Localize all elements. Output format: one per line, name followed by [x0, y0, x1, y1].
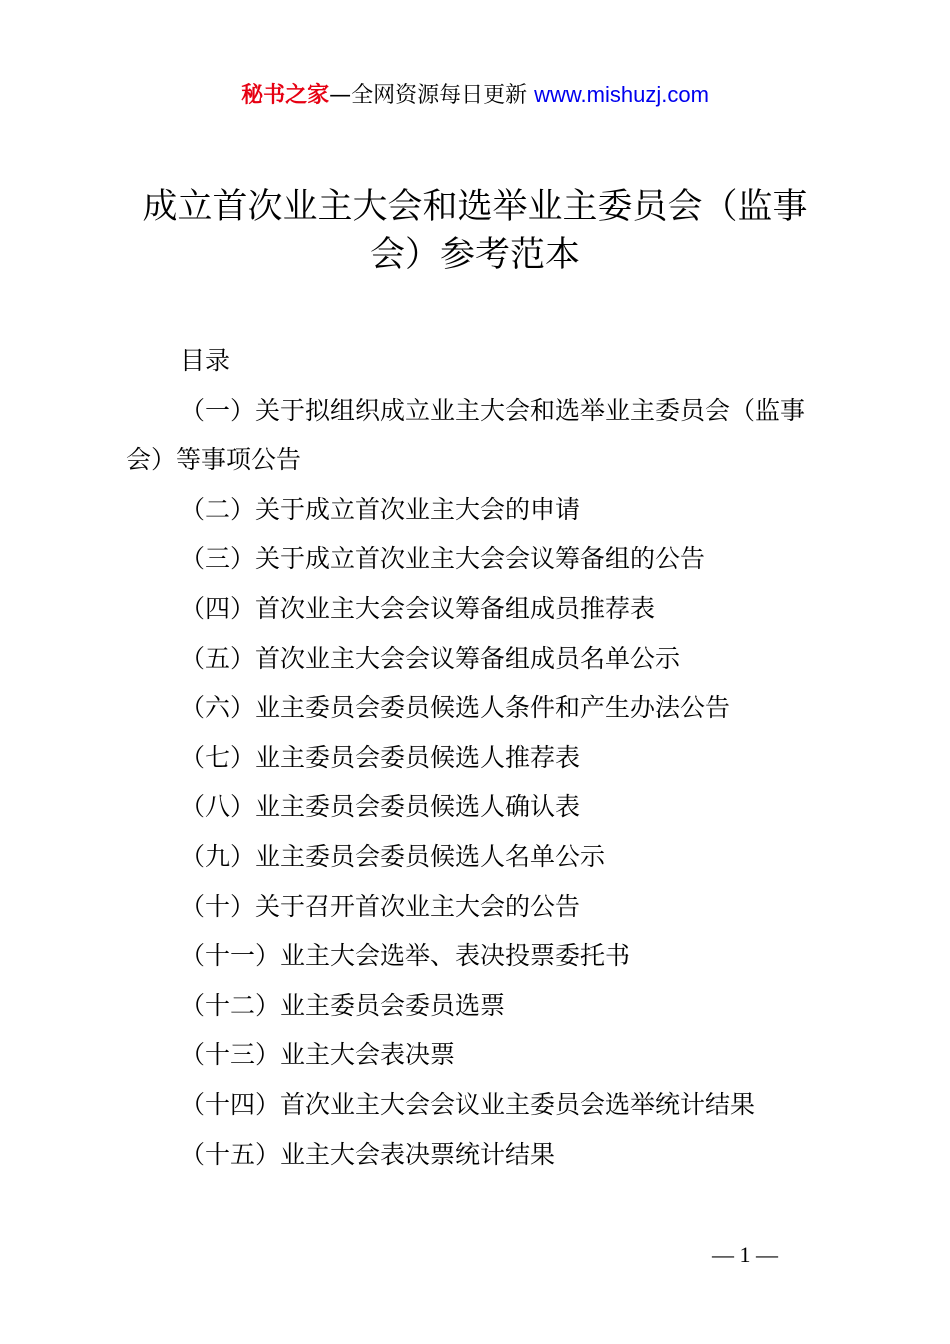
title-line-1: 成立首次业主大会和选举业主委员会（监事	[142, 187, 808, 227]
toc-item: （七）业主委员会委员候选人推荐表	[180, 742, 581, 772]
toc-item: （十五）业主大会表决票统计结果	[180, 1139, 556, 1169]
toc-heading: 目录	[180, 346, 231, 375]
toc-item: （九）业主委员会委员候选人名单公示	[180, 841, 606, 871]
toc-item: （二）关于成立首次业主大会的申请	[180, 494, 581, 524]
page-number: — 1 —	[712, 1242, 778, 1267]
toc-item: （三）关于成立首次业主大会会议筹备组的公告	[180, 544, 706, 574]
toc-item: （八）业主委员会委员候选人确认表	[180, 792, 581, 822]
toc-item: （五）首次业主大会会议筹备组成员名单公示	[180, 643, 681, 673]
toc-item-text-continued: 会）等事项公告	[126, 445, 302, 475]
toc-item: （四）首次业主大会会议筹备组成员推荐表	[180, 593, 656, 623]
document-title	[120, 183, 830, 279]
brand-name: 秘书之家	[241, 83, 330, 108]
toc-item: （十三）业主大会表决票	[180, 1040, 456, 1070]
site-header	[0, 80, 950, 111]
toc-item: （十四）首次业主大会会议业主委员会选举统计结果	[180, 1089, 756, 1119]
title-line-2: 会）参考范本	[369, 235, 580, 275]
toc-item	[126, 386, 836, 485]
toc-item: （十二）业主委员会委员选票	[180, 990, 506, 1020]
table-of-contents	[126, 336, 836, 1179]
site-url-link[interactable]: www.mishuzj.com	[534, 82, 709, 107]
toc-item: （十一）业主大会选举、表决投票委托书	[180, 941, 631, 971]
toc-item: （十）关于召开首次业主大会的公告	[180, 891, 581, 921]
header-separator: —	[329, 83, 352, 108]
toc-item-text: （一）关于拟组织成立业主大会和选举业主委员会（监事	[180, 395, 806, 425]
header-tagline: 全网资源每日更新	[351, 83, 528, 108]
toc-item: （六）业主委员会委员候选人条件和产生办法公告	[180, 693, 731, 723]
